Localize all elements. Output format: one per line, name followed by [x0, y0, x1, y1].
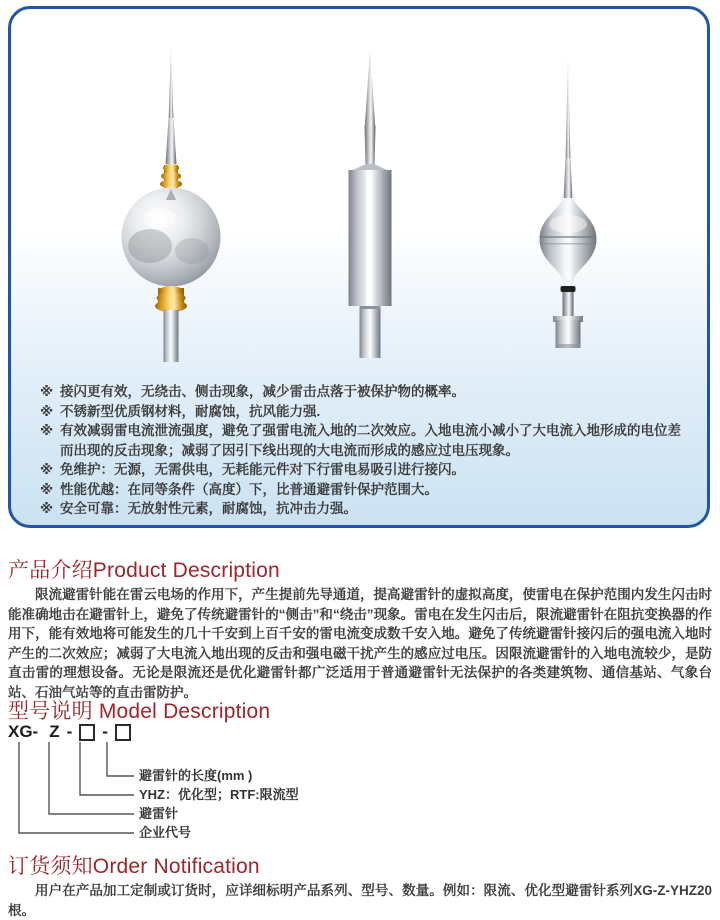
- model-code-dash: -: [66, 722, 73, 741]
- bullet-marker: ※: [40, 384, 54, 399]
- feature-bullet: [40, 480, 688, 500]
- bullet-text: 有效减弱雷电流泄流强度，避免了强雷电流入地的二次效应。入地电流小减小了大电流入地形成的电位差而出现的反击现象；减弱了因引下线出现的大电流而形成的感应过电压现象。: [60, 423, 681, 458]
- feature-bullet: [40, 402, 688, 422]
- bullet-marker: ※: [40, 462, 54, 477]
- model-code: [8, 722, 138, 742]
- bullet-text: 性能优越：在同等条件（高度）下，比普通避雷针保护范围大。: [60, 481, 438, 497]
- model-code-length-box: [115, 724, 131, 741]
- bullet-marker: ※: [40, 481, 54, 497]
- model-label-company-code: 企业代号: [139, 825, 192, 840]
- bullet-text: 免维护：无源，无需供电，无耗能元件对下行雷电易吸引进行接闪。: [60, 462, 465, 477]
- model-description-heading: 型号说明 Model Description: [8, 700, 271, 723]
- product-description-heading: 产品介绍Product Description: [8, 559, 280, 582]
- feature-bullet-list: [40, 382, 688, 519]
- bullet-text: 安全可靠：无放射性元素，耐腐蚀，抗冲击力强。: [60, 501, 357, 516]
- model-label-type: YHZ：优化型；RTF:限流型: [139, 787, 299, 802]
- bullet-text: 接闪更有效，无绕击、侧击现象，减少雷击点落于被保护物的概率。: [60, 384, 465, 399]
- feature-bullet: [40, 499, 688, 519]
- bullet-marker: ※: [40, 501, 54, 516]
- model-code-dash: -: [102, 722, 108, 741]
- bullet-marker: ※: [40, 403, 54, 419]
- model-code-prefix: XG-: [8, 722, 39, 741]
- product-description-paragraph: 限流避雷针能在雷云电场的作用下，产生提前先导通道，提高避雷针的虚拟高度，使雷电在保护范围内发生闪击时能准确地击在避雷针上，避免了传统避雷针的“侧击”和“绕击”现象。雷电在发生闪击后，限流避雷针在阻抗变换器的作用下，能有效地将可能发生的几十千安到上百千安的雷电流变成数千安入地。避免了传统避雷针接闪后的强电流入地时产生的二次效应；减弱了大电流入地出现的反击和强电磁干扰产生的感应过电压。因限流避雷针的入地电流较少，是防直击雷的理想设备。无论是限流还是优化避雷针都广泛适用于普通避雷针无法保护的各类建筑物、通信基站、气象台站、石油气站等的直击雷防护。: [8, 587, 712, 700]
- feature-bullet: [40, 382, 688, 402]
- feature-bullet: [40, 460, 688, 480]
- bullet-text: 不锈新型优质钢材料，耐腐蚀，抗风能力强.: [60, 403, 321, 419]
- order-notification-heading: 订货须知Order Notification: [8, 855, 260, 878]
- bullet-marker: ※: [40, 423, 54, 438]
- model-label-length: 避雷针的长度(mm ): [139, 768, 253, 783]
- model-code-type-box: [79, 724, 95, 741]
- order-notification-paragraph: 用户在产品加工定制或订货时，应详细标明产品系列、型号、数量。例如：限流、优化型避雷针系列XG-Z-YHZ20根。: [8, 883, 712, 918]
- feature-bullet: [40, 421, 688, 460]
- model-label-rod: 避雷针: [139, 806, 179, 821]
- model-code-series: Z: [49, 722, 60, 741]
